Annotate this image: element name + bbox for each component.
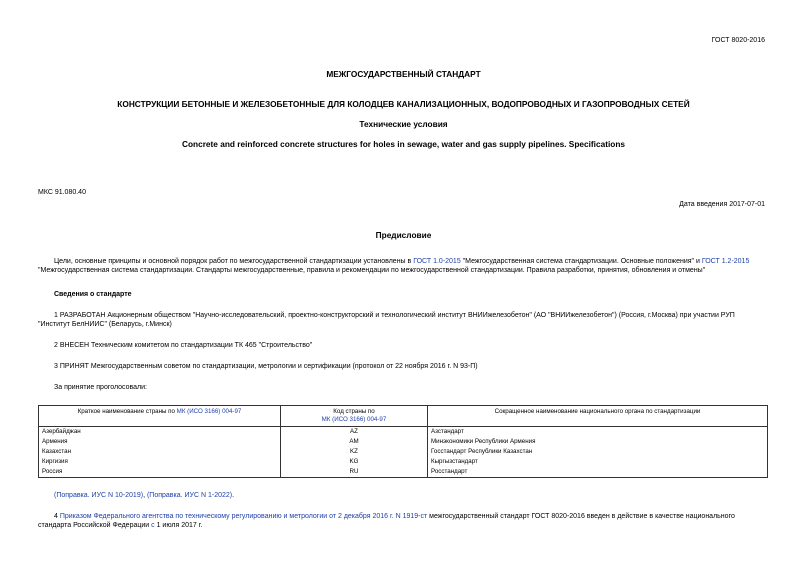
foreword-text-line2: "Межгосударственная система стандартизации. Стандарты межгосударственные, правила и рекомендации по межгосударственной стандартизации. Правила разработки, принятия, обновления и отмены" (38, 267, 706, 274)
item-3: 3 ПРИНЯТ Межгосударственным советом по стандартизации, метрологии и сертификации (протокол от 22 ноября 2016 г. N 93-П) (54, 363, 478, 370)
country-cell: Казахстан (39, 447, 281, 457)
effective-date-link[interactable]: с (151, 522, 155, 529)
table-row (39, 447, 768, 457)
country-cell: Армения (39, 437, 281, 447)
code-cell: AM (281, 437, 428, 447)
country-cell: Азербайджан (39, 427, 281, 438)
body-cell: Минэкономики Республики Армения (428, 437, 768, 447)
item-1-line2: "Институт БелНИИС" (Беларусь, г.Минск) (38, 321, 172, 328)
table-row (39, 457, 768, 467)
amendment-link-2022[interactable]: (Поправка. ИУС N 1-2022) (146, 492, 233, 499)
item-2: 2 ВНЕСЕН Техническим комитетом по стандартизации ТК 465 "Строительство" (54, 342, 313, 349)
foreword-text: Цели, основные принципы и основной порядок работ по межгосударственной стандартизации установлены в (54, 258, 414, 265)
standard-subtitle: Технические условия (359, 119, 448, 129)
item-1 (38, 311, 773, 329)
standard-kind: МЕЖГОСУДАРСТВЕННЫЙ СТАНДАРТ (326, 69, 481, 79)
gost-1-0-link[interactable]: ГОСТ 1.0-2015 (413, 258, 461, 265)
voted-label: За принятие проголосовали: (54, 384, 147, 391)
table-header-body: Сокращенное наименование национального органа по стандартизации (428, 406, 768, 427)
foreword-paragraph (38, 257, 773, 275)
standard-title-english: Concrete and reinforced concrete structures for holes in sewage, water and gas supply pipelines. Specifications (181, 139, 626, 149)
table-header-code: Код страны по МК (ИСО 3166) 004-97 (281, 406, 428, 427)
country-cell: Киргизия (39, 457, 281, 467)
standard-title: КОНСТРУКЦИИ БЕТОННЫЕ И ЖЕЛЕЗОБЕТОННЫЕ ДЛЯ КОЛОДЦЕВ КАНАЛИЗАЦИОННЫХ, ВОДОПРОВОДНЫХ И ГАЗОПРОВОДНЫХ СЕТЕЙ (117, 99, 690, 109)
mks-code: МКС 91.080.40 (38, 189, 86, 196)
code-cell: AZ (281, 427, 428, 438)
mk-iso-link[interactable]: МК (ИСО 3166) 004-97 (321, 416, 387, 423)
document-code: ГОСТ 8020-2016 (711, 37, 765, 44)
code-cell: KZ (281, 447, 428, 457)
foreword-text: "Межгосударственная система стандартизации. Основные положения" и (460, 258, 702, 265)
body-cell: Росстандарт (428, 467, 768, 478)
country-cell: Россия (39, 467, 281, 478)
order-link[interactable]: Приказом Федерального агентства по техническому регулированию и метрологии от 2 декабря 2016 г. N 1919-ст (59, 513, 428, 520)
body-cell: Кыргызстандарт (428, 457, 768, 467)
item-1-line1: 1 РАЗРАБОТАН Акционерным обществом "Научно-исследовательский, проектно-конструкторский и технологический институт ВНИИжелезобетон" (АО "ВНИИжелезобетон") (Россия, г.Москва) при участии РУП (54, 312, 735, 319)
amendments: (Поправка. ИУС N 10-2019), (Поправка. ИУС N 1-2022). (54, 492, 235, 499)
item-4: 4 Приказом Федерального агентства по техническому регулированию и метрологии от 2 декабря 2016 г. N 1919-ст межгосударственный стандарт ГОСТ 8020-2016 введен в действие в качестве национального стандарта Российской Федерации с 1 июля 2017 г. (38, 513, 735, 529)
intro-date: Дата введения 2017-07-01 (679, 201, 765, 208)
mk-iso-link[interactable]: МК (ИСО 3166) 004-97 (176, 408, 242, 415)
gost-1-2-link[interactable]: ГОСТ 1.2-2015 (701, 258, 750, 265)
table-header-country: Краткое наименование страны по МК (ИСО 3166) 004-97 (39, 406, 281, 427)
foreword-heading: Предисловие (375, 230, 432, 240)
standard-info-heading: Сведения о стандарте (54, 291, 132, 298)
table-row (39, 437, 768, 447)
body-cell: Азстандарт (428, 427, 768, 438)
amendment-link-2019[interactable]: (Поправка. ИУС N 10-2019) (54, 492, 144, 499)
code-cell: KG (281, 457, 428, 467)
voting-states-table (38, 405, 768, 478)
code-cell: RU (281, 467, 428, 478)
table-row (39, 467, 768, 478)
table-row (39, 427, 768, 438)
body-cell: Госстандарт Республики Казахстан (428, 447, 768, 457)
